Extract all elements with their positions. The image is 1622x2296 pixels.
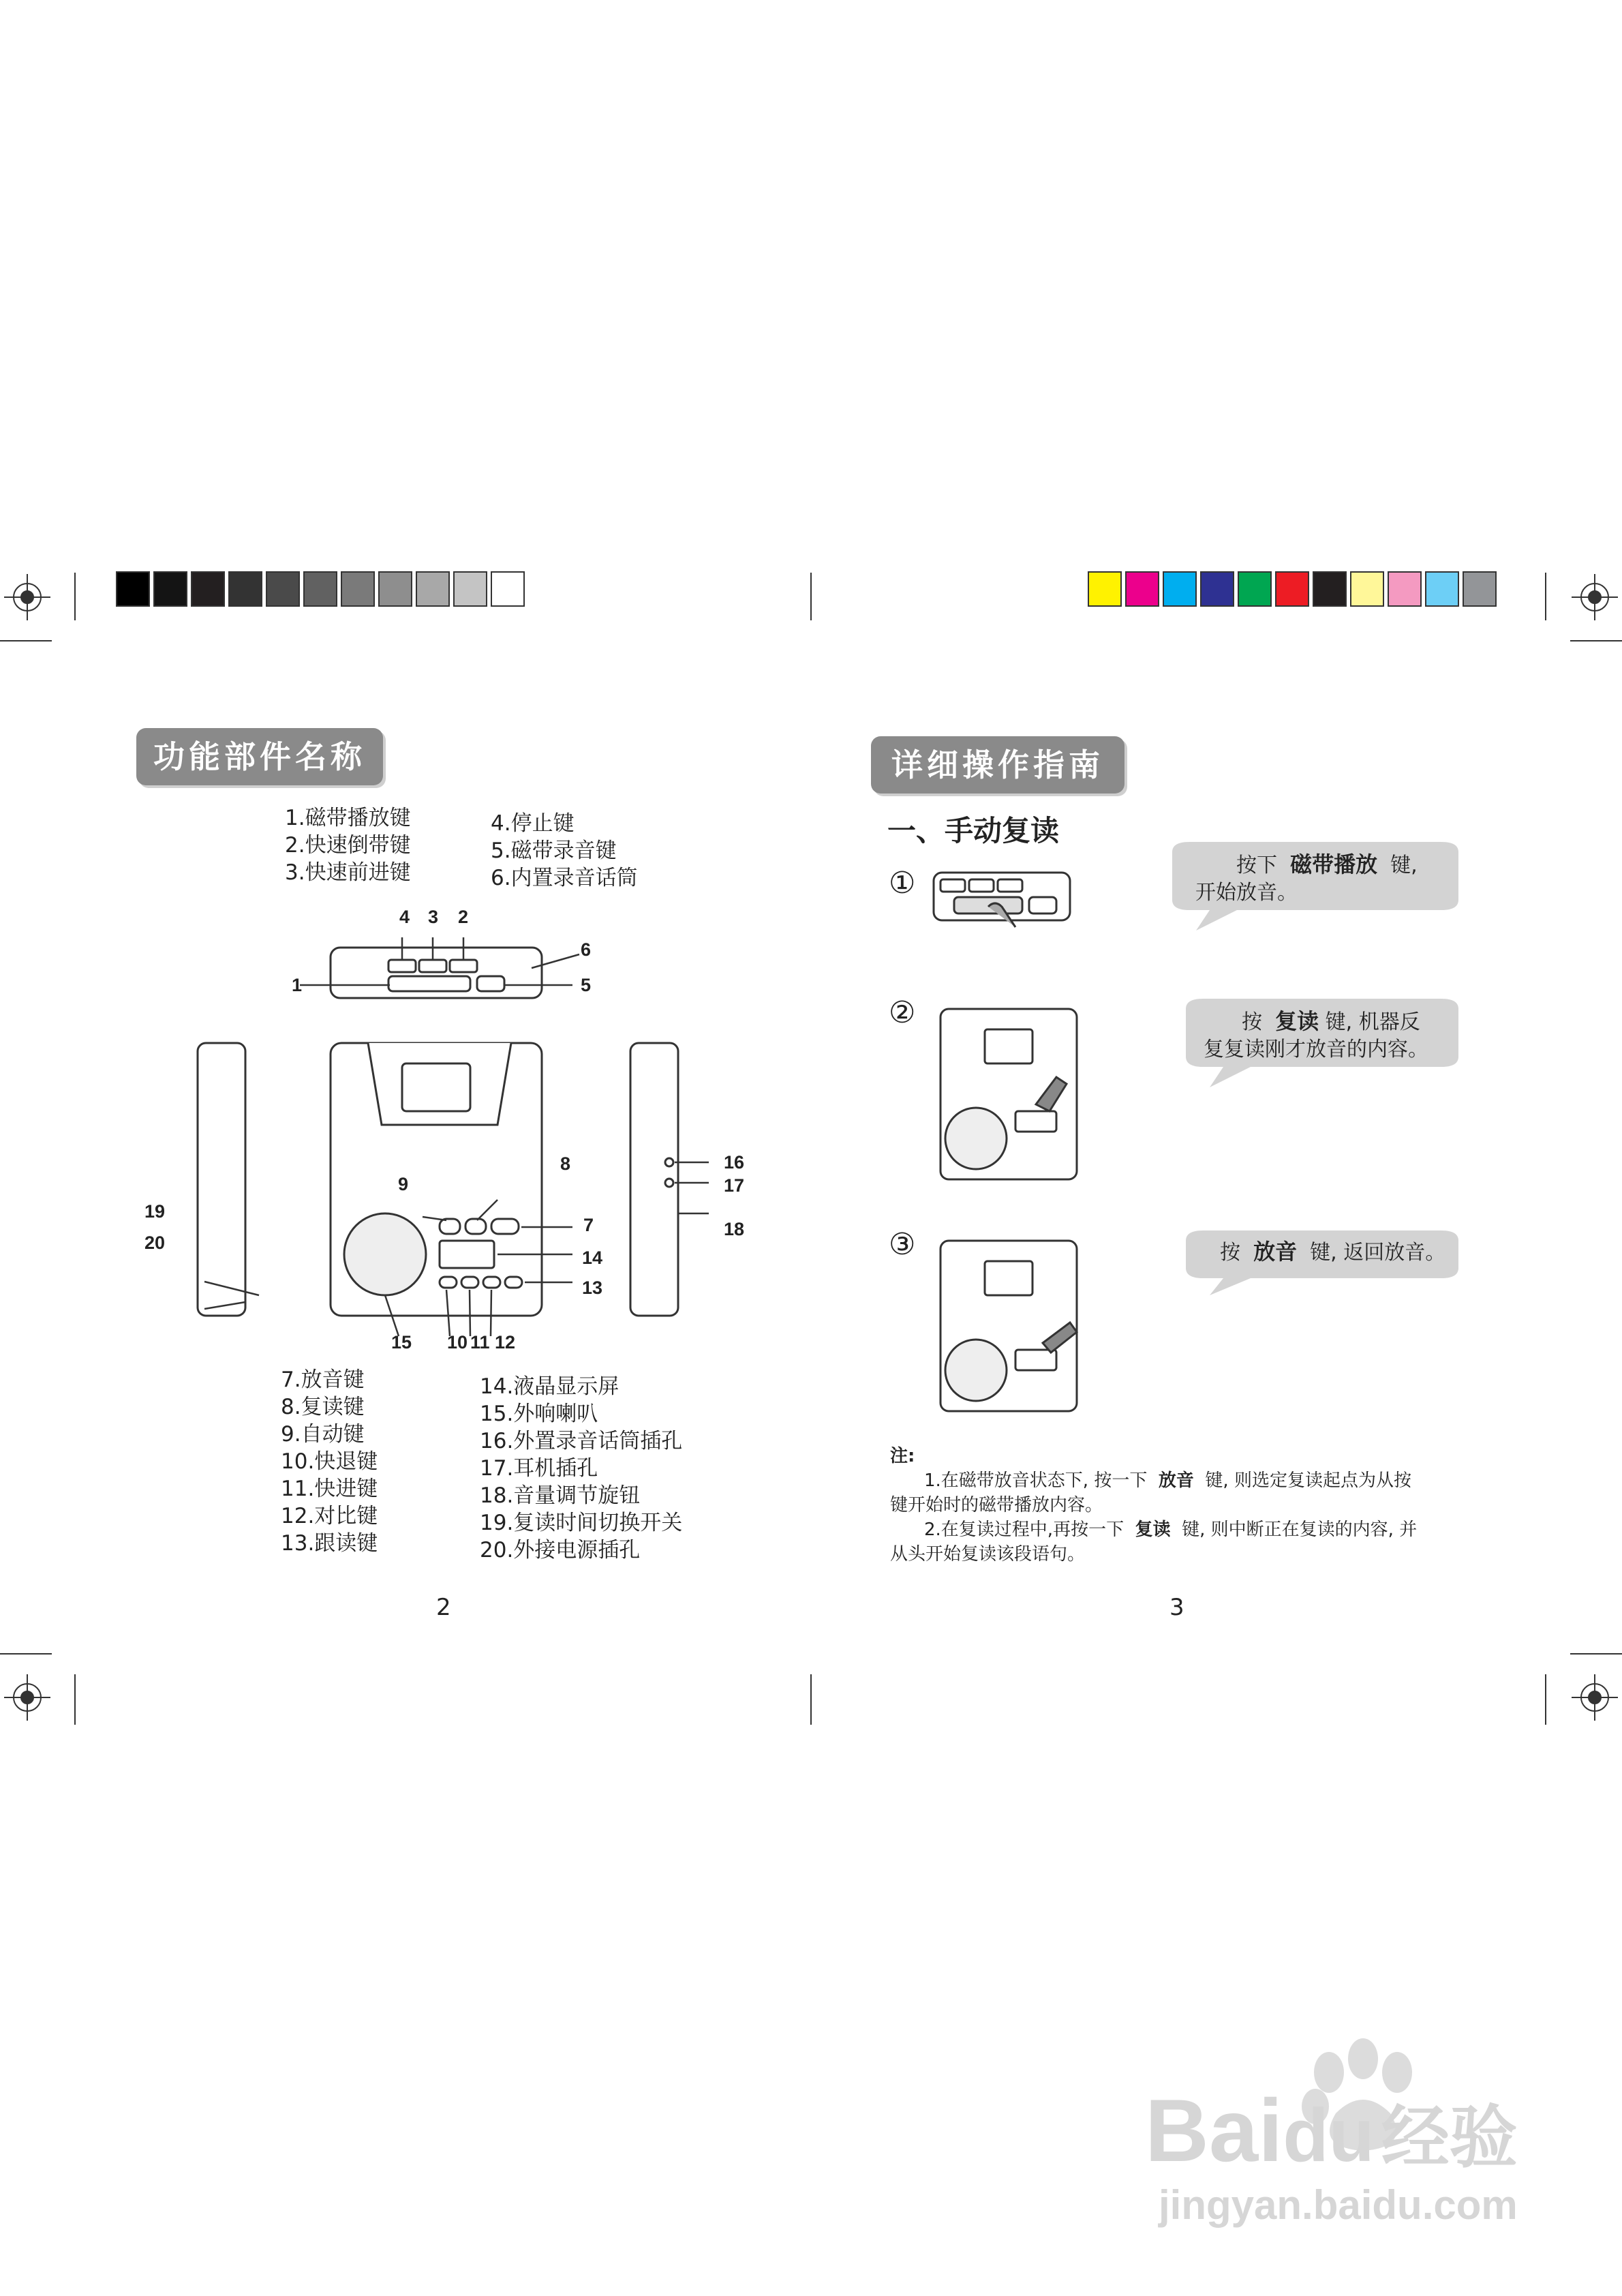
callout-number: 8 — [560, 1153, 571, 1174]
list-item: 17.耳机插孔 — [480, 1456, 598, 1481]
list-item: 2.快速倒带键 — [285, 833, 411, 858]
lcd-display — [440, 1241, 494, 1268]
registration-mark-icon — [1572, 1674, 1618, 1721]
callout-number: 10 — [447, 1332, 468, 1353]
registration-mark-icon — [4, 574, 50, 620]
registration-mark-icon — [1572, 574, 1618, 620]
list-item: 5.磁带录音键 — [491, 839, 617, 863]
right-page-title: 详细操作指南 — [871, 736, 1124, 794]
step-marker: ① — [889, 866, 916, 901]
step-marker: ② — [889, 995, 916, 1030]
callout-number: 19 — [144, 1201, 166, 1222]
callout-number: 14 — [582, 1248, 603, 1268]
watermark-brand: Baidu 经验 — [1145, 2081, 1518, 2180]
callout-number: 2 — [458, 907, 469, 927]
callout-number: 15 — [391, 1332, 412, 1353]
speaker-icon — [344, 1213, 426, 1295]
callout-number: 6 — [581, 939, 592, 960]
list-item: 1.磁带播放键 — [285, 806, 411, 830]
step3-instruction: 按 放音 键, 返回放音。 — [1220, 1239, 1446, 1265]
step-marker: ③ — [889, 1227, 916, 1262]
registration-mark-icon — [4, 1674, 50, 1721]
callout-number: 1 — [292, 975, 303, 995]
callout-number: 3 — [428, 907, 439, 927]
callout-number: 7 — [583, 1215, 594, 1235]
list-item: 14.液晶显示屏 — [480, 1374, 619, 1399]
watermark-url: jingyan.baidu.com — [1159, 2182, 1518, 2228]
device-parts-diagram — [177, 900, 791, 1363]
page-number-right: 3 — [1169, 1594, 1184, 1621]
callout-number: 17 — [724, 1175, 745, 1196]
callout-number: 16 — [724, 1152, 745, 1173]
callout-number: 11 — [470, 1332, 490, 1353]
list-item: 7.放音键 — [281, 1368, 365, 1392]
list-item: 13.跟读键 — [281, 1531, 378, 1556]
step2-illustration — [934, 1002, 1084, 1186]
step1-instruction: 按下 磁带播放 键, 开始放音。 — [1195, 851, 1418, 905]
callout-number: 20 — [144, 1233, 166, 1253]
speaker-icon — [945, 1108, 1007, 1169]
step1-illustration — [927, 859, 1090, 934]
list-item: 6.内置录音话筒 — [491, 866, 638, 890]
step2-instruction: 按 复读 键, 机器反 复复读刚才放音的内容。 — [1204, 1008, 1428, 1061]
callout-number: 4 — [399, 907, 410, 927]
list-item: 9.自动键 — [281, 1422, 365, 1447]
callout-number: 13 — [582, 1278, 603, 1298]
list-item: 12.对比键 — [281, 1504, 378, 1528]
section-heading: 一、手动复读 — [887, 814, 1060, 847]
parts-list-bottom-col1 — [281, 1366, 378, 1557]
callout-number: 12 — [495, 1332, 516, 1353]
list-item: 19.复读时间切换开关 — [480, 1511, 683, 1535]
parts-list-top-col1 — [285, 804, 411, 886]
device-left-side — [198, 1043, 245, 1316]
list-item: 20.外接电源插孔 — [480, 1538, 641, 1562]
callout-number: 18 — [724, 1219, 745, 1239]
list-item: 3.快速前进键 — [285, 860, 411, 885]
page-number-left: 2 — [436, 1594, 451, 1621]
left-page-title: 功能部件名称 — [136, 728, 383, 785]
step3-illustration — [934, 1234, 1097, 1418]
list-item: 11.快进键 — [281, 1477, 378, 1501]
list-item: 4.停止键 — [491, 811, 575, 836]
list-item: 10.快退键 — [281, 1449, 378, 1474]
note-block: 注: 1.在磁带放音状态下, 按一下 放音 键, 则选定复读起点为从按 键开始时的磁带播放内容。 2.在复读过程中,再按一下 复读 键, 则中断正在复读的内容, 并 从头开始复读该段语句。 — [890, 1446, 1418, 1565]
list-item: 16.外置录音话筒插孔 — [480, 1429, 683, 1453]
list-item: 18.音量调节旋钮 — [480, 1483, 641, 1508]
speaker-icon — [945, 1340, 1007, 1401]
parts-list-top-col2 — [491, 810, 638, 892]
list-item: 15.外响喇叭 — [480, 1402, 598, 1426]
list-item: 8.复读键 — [281, 1395, 365, 1419]
parts-list-bottom-col2 — [480, 1373, 682, 1564]
callout-number: 5 — [581, 975, 592, 995]
callout-number: 9 — [398, 1174, 409, 1194]
